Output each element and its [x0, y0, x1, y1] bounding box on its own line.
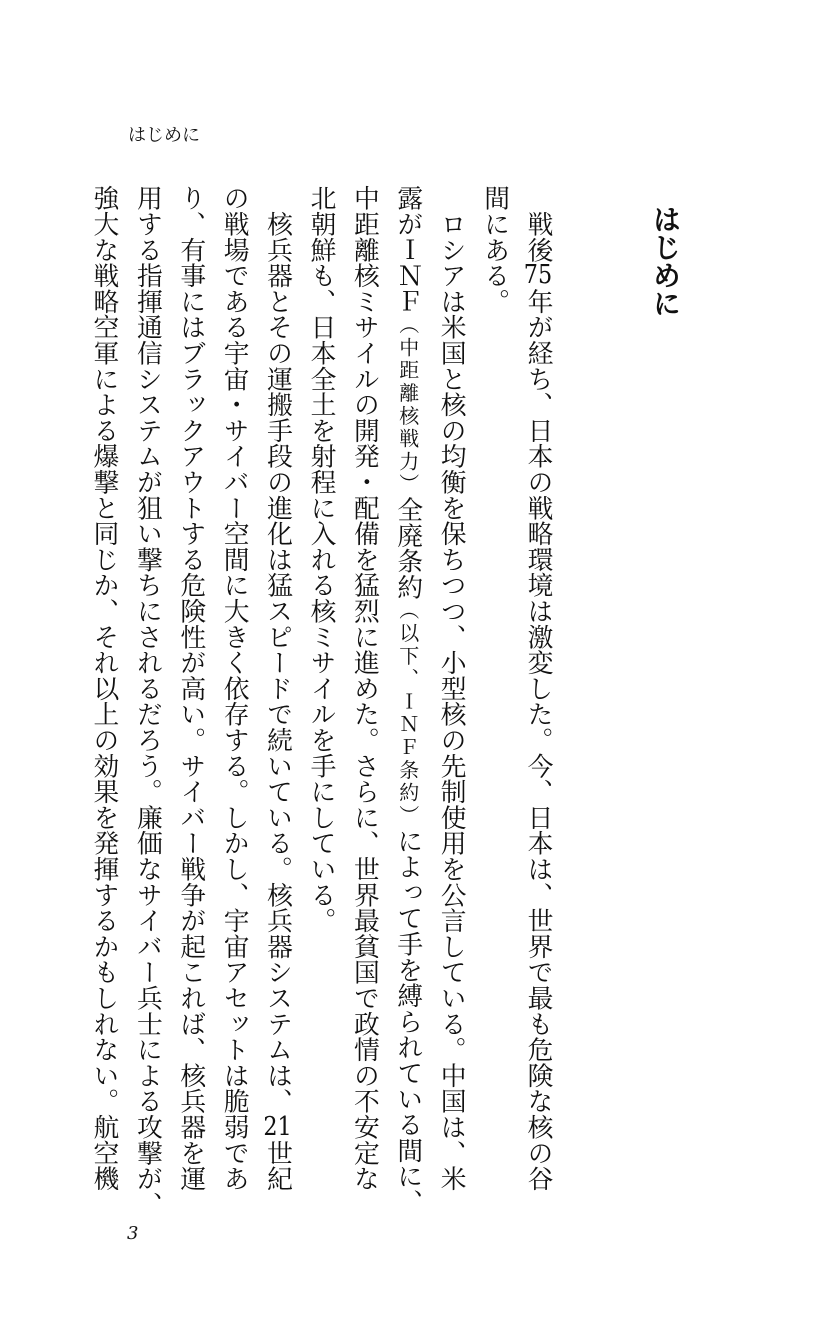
- text-segment: 核兵器とその運搬手段の進化は猛スピードで続いている。核兵器システムは、: [262, 185, 293, 1114]
- body-line: [472, 185, 515, 1225]
- page-number: 3: [127, 1223, 139, 1244]
- body-line: [255, 185, 298, 1225]
- text-segment: 露がＩＮＦ: [392, 185, 423, 314]
- chapter-title: はじめに: [649, 205, 682, 317]
- body-line: [125, 185, 168, 1225]
- parenthetical-note: （以下、ＩＮＦ条約）: [395, 599, 420, 828]
- text-segment: 間にある。: [479, 185, 510, 314]
- text-segment: 北朝鮮も、日本全土を射程に入れる核ミサイルを手にしている。: [305, 185, 336, 934]
- text-segment: 全廃条約: [392, 496, 423, 600]
- body-line: [82, 185, 125, 1225]
- body-line: [212, 185, 255, 1225]
- text-segment: 戦後: [523, 185, 553, 263]
- body-text: [82, 185, 559, 1225]
- text-segment: ロシアは米国と核の均衡を保ちつつ、小型核の先制使用を公言している。中国は、米: [436, 185, 467, 1192]
- text-segment: 中距離核ミサイルの開発・配備を猛烈に進めた。さらに、世界最貧国で政情の不安定な: [349, 185, 380, 1192]
- body-line: [342, 185, 385, 1225]
- running-header: はじめに: [128, 125, 200, 146]
- body-line: [516, 185, 559, 1225]
- body-line: [168, 185, 211, 1225]
- body-line: [385, 185, 428, 1225]
- text-segment: り、有事にはブラックアウトする危険性が高い。サイバー戦争が起これば、核兵器を運: [175, 185, 206, 1192]
- text-segment: 用する指揮通信システムが狙い撃ちにされるだろう。廉価なサイバー兵士による攻撃が、: [132, 185, 163, 1217]
- text-segment: によって手を縛られている間に、: [392, 827, 423, 1215]
- text-segment: 強大な戦略空軍による爆撃と同じか、それ以上の効果を発揮するかもしれない。航空機: [88, 185, 119, 1192]
- tate-chu-yoko-number: 75: [523, 262, 553, 289]
- text-segment: 年が経ち、日本の戦略環境は激変した。今、日本は、世界で最も危険な核の谷: [523, 288, 553, 1192]
- text-segment: 世紀: [262, 1139, 293, 1192]
- tate-chu-yoko-number: 21: [263, 1113, 292, 1140]
- body-line: [429, 185, 472, 1225]
- parenthetical-note: （中距離核戦力）: [395, 314, 420, 497]
- text-segment: の戦場である宇宙・サイバー空間に大きく依存する。しかし、宇宙アセットは脆弱であ: [219, 185, 250, 1192]
- body-line: [299, 185, 342, 1225]
